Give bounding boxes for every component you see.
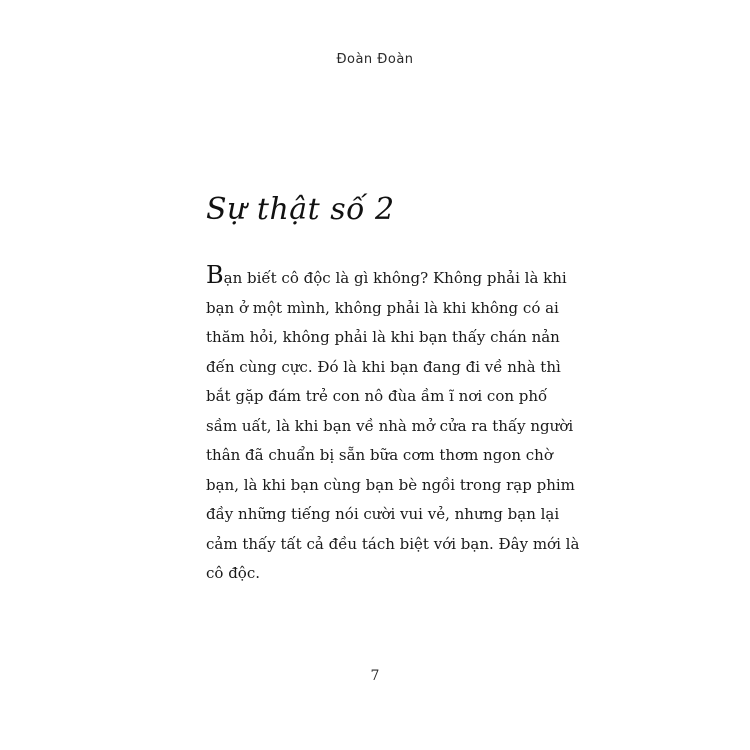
body-line: thân đã chuẩn bị sẵn bữa cơm thơm ngon chờ [206,446,553,464]
body-line: thăm hỏi, không phải là khi bạn thấy chán nản [206,328,560,346]
body-line: sầm uất, là khi bạn về nhà mở cửa ra thấy người [206,416,574,435]
body-line: bạn ở một mình, không phải là khi không có ai [206,298,559,317]
body-paragraph [206,261,606,589]
body-line: bắt gặp đám trẻ con nô đùa ầm ĩ nơi con phố [206,387,548,405]
chapter-title: Sự thật số 2 [206,192,395,227]
body-line [206,261,606,294]
body-line: cảm thấy tất cả đều tách biệt với bạn. Đây mới là [206,534,580,553]
body-line: cô độc. [206,564,261,582]
body-line: đầy những tiếng nói cười vui vẻ, nhưng bạn lại [206,505,560,523]
page-number: 7 [370,668,380,684]
body-line: đến cùng cực. Đó là khi bạn đang đi về nhà thì [206,357,561,376]
running-header: Đoàn Đoàn [336,52,414,67]
first-line-text: ạn biết cô độc là gì không? Không phải là khi [223,269,567,287]
body-line: bạn, là khi bạn cùng bạn bè ngồi trong rạp phim [206,475,575,494]
drop-cap: B [206,261,224,289]
